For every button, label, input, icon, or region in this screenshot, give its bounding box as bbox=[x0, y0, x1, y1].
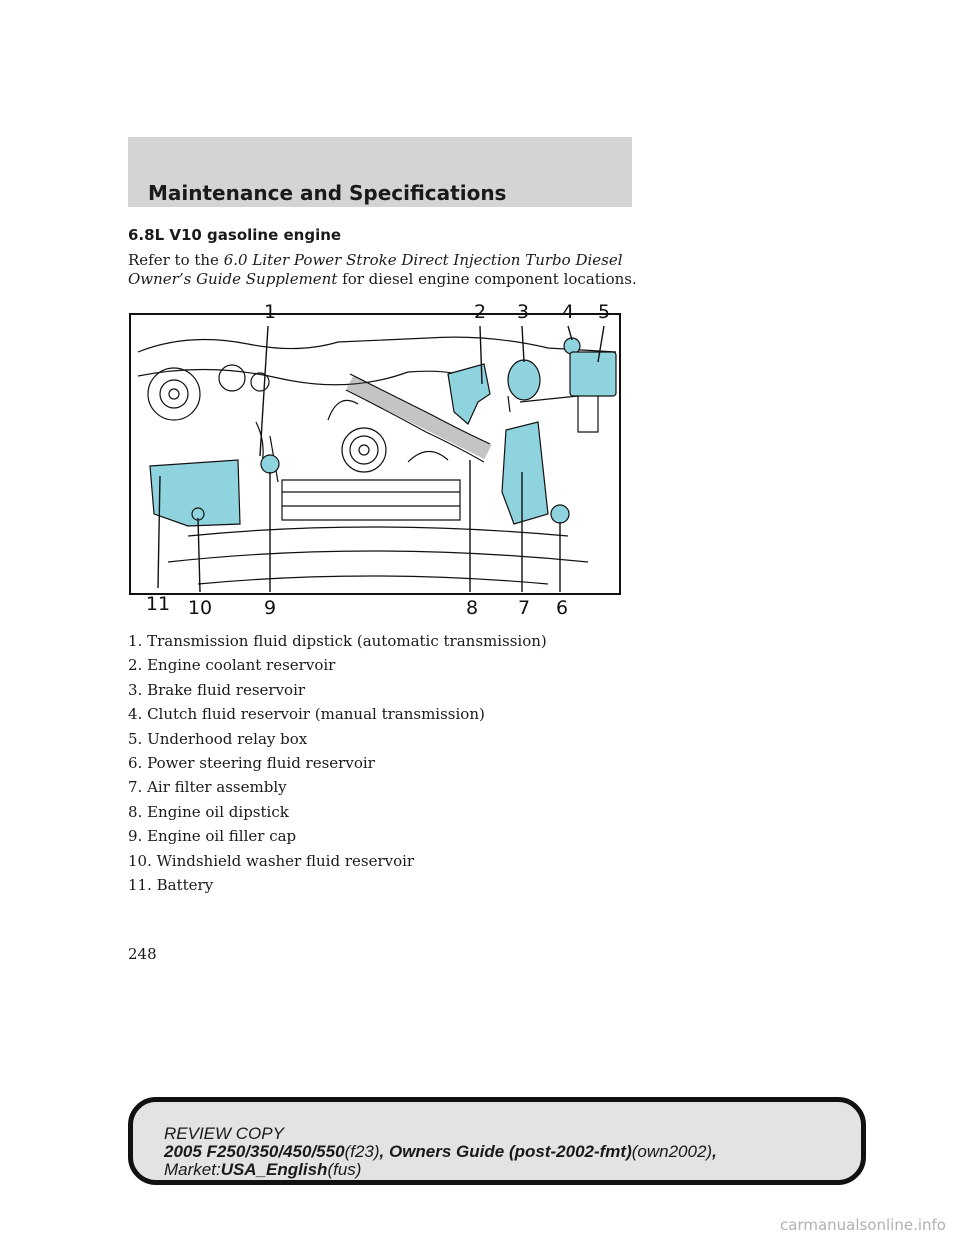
callout-5: 5 bbox=[597, 301, 611, 323]
guide-code: (own2002) bbox=[631, 1142, 713, 1161]
legend-item: 6. Power steering fluid reservoir bbox=[128, 753, 375, 772]
market-label: Market: bbox=[164, 1160, 221, 1179]
page-number: 248 bbox=[128, 945, 157, 963]
review-copy-market-line bbox=[164, 1160, 361, 1180]
market-value: USA_English bbox=[220, 1160, 328, 1179]
oil-filler-cap-shape bbox=[261, 455, 279, 473]
callout-7: 7 bbox=[517, 597, 531, 619]
site-watermark: carmanualsonline.info bbox=[780, 1216, 946, 1234]
review-copy-model-line bbox=[164, 1142, 717, 1162]
legend-item: 9. Engine oil filler cap bbox=[128, 827, 297, 846]
power-steering-reservoir-shape bbox=[551, 505, 569, 523]
callout-9: 9 bbox=[263, 597, 277, 619]
legend-item: 8. Engine oil dipstick bbox=[128, 802, 289, 821]
engine-compartment-illustration bbox=[128, 292, 624, 630]
section-title: 6.8L V10 gasoline engine bbox=[128, 226, 342, 244]
intro-document-reference: 6.0 Liter Power Stroke Direct Injection Turbo Diesel Owner’s Guide Supplement bbox=[128, 251, 623, 288]
page-header-title: Maintenance and Specifications bbox=[148, 181, 507, 205]
component-legend bbox=[128, 632, 547, 900]
legend-item: 5. Underhood relay box bbox=[128, 729, 308, 748]
callout-3: 3 bbox=[516, 301, 530, 323]
legend-item: 2. Engine coolant reservoir bbox=[128, 656, 336, 675]
callout-2: 2 bbox=[473, 301, 487, 323]
legend-item: 7. Air filter assembly bbox=[128, 778, 287, 797]
callout-6: 6 bbox=[555, 597, 569, 619]
legend-item: 1. Transmission fluid dipstick (automatic transmission) bbox=[128, 632, 547, 650]
callout-11: 11 bbox=[145, 593, 171, 615]
intro-prefix: Refer to the bbox=[128, 251, 224, 269]
market-code: (fus) bbox=[327, 1160, 362, 1179]
intro-suffix: for diesel engine component locations. bbox=[337, 270, 637, 288]
callout-10: 10 bbox=[187, 597, 213, 619]
intro-paragraph bbox=[128, 251, 648, 289]
model-code: (f23) bbox=[344, 1142, 380, 1161]
legend-item: 10. Windshield washer fluid reservoir bbox=[128, 851, 415, 870]
review-copy-label: REVIEW COPY bbox=[164, 1124, 284, 1143]
callout-1: 1 bbox=[263, 301, 277, 323]
brake-fluid-reservoir-shape bbox=[508, 360, 540, 400]
legend-item: 3. Brake fluid reservoir bbox=[128, 680, 306, 699]
callout-8: 8 bbox=[465, 597, 479, 619]
relay-box-shape bbox=[570, 352, 616, 396]
model-name: 2005 F250/350/450/550 bbox=[164, 1142, 345, 1161]
guide-name: , Owners Guide (post-2002-fmt) bbox=[379, 1142, 632, 1161]
callout-4: 4 bbox=[561, 301, 575, 323]
legend-item: 4. Clutch fluid reservoir (manual transmission) bbox=[128, 705, 485, 724]
line-separator: , bbox=[712, 1142, 717, 1161]
legend-item: 11. Battery bbox=[128, 875, 214, 894]
